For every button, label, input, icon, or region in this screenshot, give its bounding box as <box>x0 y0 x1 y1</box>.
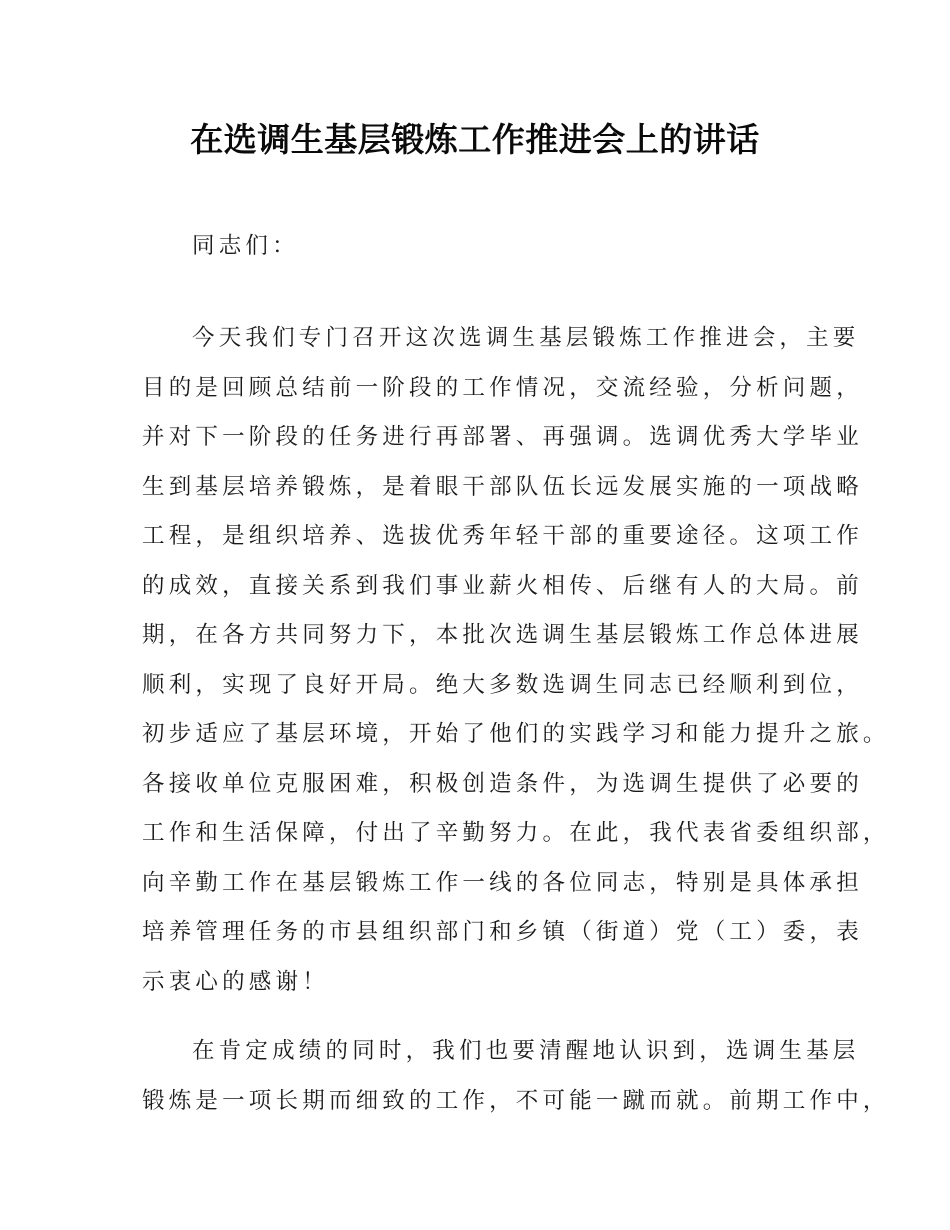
paragraph-2-line-1: 在肯定成绩的同时，我们也要清醒地认识到，选调生基层 <box>192 1038 860 1064</box>
paragraph-1-line-10: 各接收单位克服困难，积极创造条件，为选调生提供了必要的 <box>142 771 863 797</box>
paragraph-1-line-1: 今天我们专门召开这次选调生基层锻炼工作推进会，主要 <box>192 325 860 351</box>
paragraph-1-line-14: 示衷心的感谢！ <box>142 969 329 995</box>
paragraph-1-line-8: 顺利，实现了良好开局。绝大多数选调生同志已经顺利到位， <box>142 672 863 698</box>
paragraph-1-line-13: 培养管理任务的市县组织部门和乡镇（街道）党（工）委，表 <box>142 919 863 945</box>
paragraph-1-line-3: 并对下一阶段的任务进行再部署、再强调。选调优秀大学毕业 <box>142 424 863 450</box>
paragraph-2-line-2: 锻炼是一项长期而细致的工作，不可能一蹴而就。前期工作中， <box>142 1088 890 1114</box>
paragraph-1-line-5: 工程，是组织培养、选拔优秀年轻干部的重要途径。这项工作 <box>142 523 863 549</box>
paragraph-1-line-4: 生到基层培养锻炼，是着眼干部队伍长远发展实施的一项战略 <box>142 474 863 500</box>
salutation: 同志们： <box>192 233 299 259</box>
paragraph-1-line-7: 期，在各方共同努力下，本批次选调生基层锻炼工作总体进展 <box>142 622 863 648</box>
paragraph-1-line-6: 的成效，直接关系到我们事业薪火相传、后继有人的大局。前 <box>142 573 863 599</box>
paragraph-1-line-2: 目的是回顾总结前一阶段的工作情况，交流经验，分析问题， <box>142 375 863 401</box>
paragraph-1-line-9: 初步适应了基层环境，开始了他们的实践学习和能力提升之旅。 <box>142 721 890 747</box>
document-title: 在选调生基层锻炼工作推进会上的讲话 <box>190 120 760 159</box>
paragraph-1-line-12: 向辛勤工作在基层锻炼工作一线的各位同志，特别是具体承担 <box>142 870 863 896</box>
paragraph-1-line-11: 工作和生活保障，付出了辛勤努力。在此，我代表省委组织部， <box>142 820 890 846</box>
